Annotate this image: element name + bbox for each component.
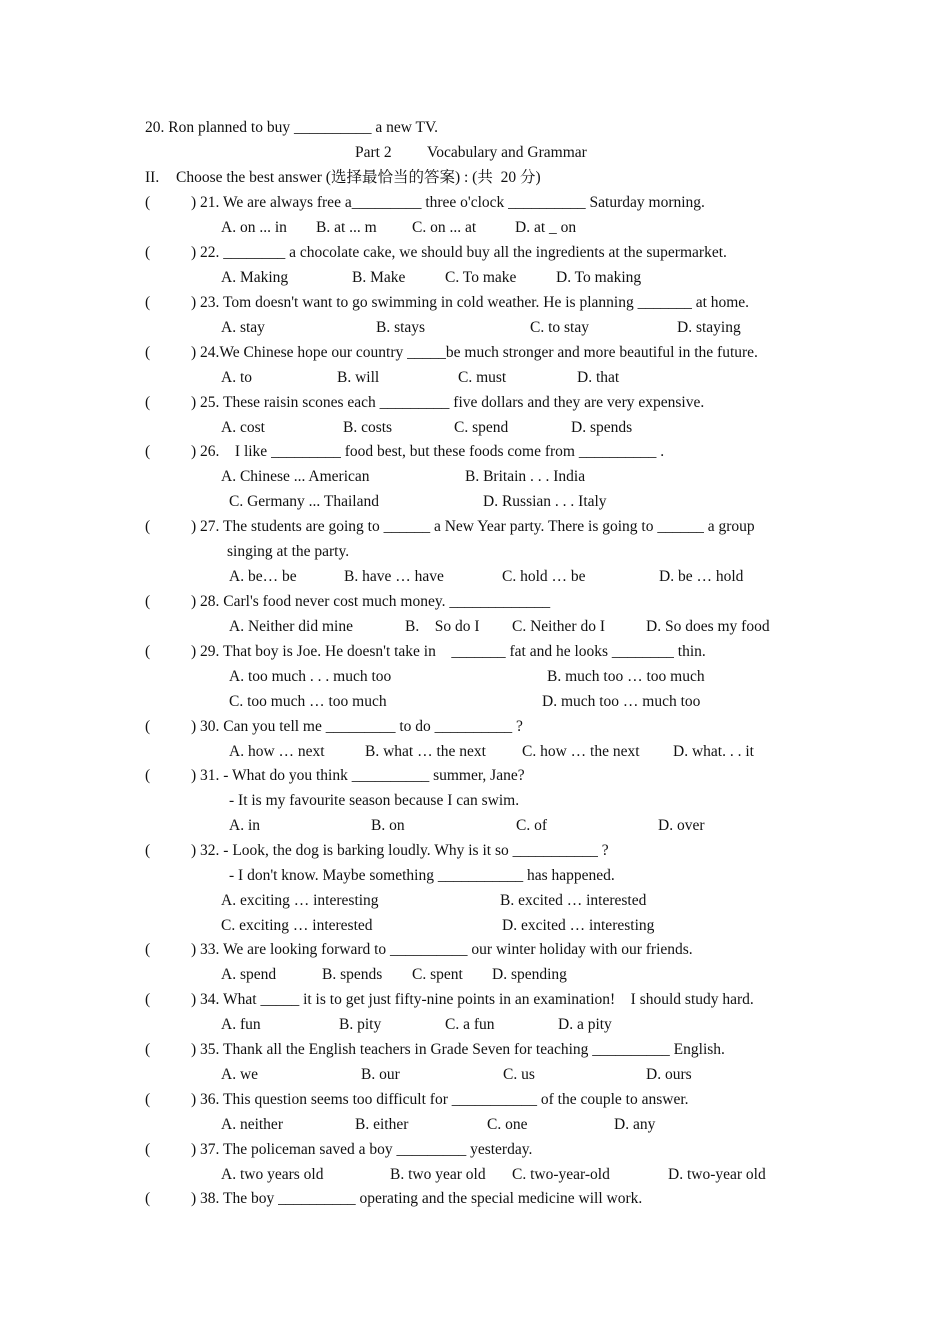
answer-paren: ( [145,767,151,784]
option-a: A. in [229,817,260,834]
option-d: D. ours [646,1066,692,1083]
answer-paren: ( [145,294,151,311]
answer-paren: ( [145,842,151,859]
answer-paren: ( [145,643,151,660]
option-b: B. at ... m [316,219,377,236]
answer-paren: ( [145,1190,151,1207]
answer-paren: ( [145,443,151,460]
option-b: B. spends [322,966,383,983]
option-c: C. how … the next [522,743,640,760]
option-d: D. what. . . it [673,743,754,760]
option-d: D. any [614,1116,656,1133]
option-c: C. on ... at [412,219,477,236]
answer-paren: ( [145,394,151,411]
question-stem-continued: - I don't know. Maybe something ___________ has happened. [229,867,615,884]
option-d: D. two-year old [668,1166,766,1183]
option-a: A. stay [221,319,265,336]
answer-paren: ( [145,1041,151,1058]
option-a: A. be… be [229,568,297,585]
option-c: C. to stay [530,319,589,336]
question-stem: ) 38. The boy __________ operating and the special medicine will work. [191,1190,643,1207]
option-a: A. exciting … interesting [221,892,379,909]
option-a: A. Neither did mine [229,618,353,635]
option-d: D. staying [677,319,741,336]
option-a: A. spend [221,966,277,983]
option-a: A. cost [221,419,265,436]
option-d: D. So does my food [646,618,770,635]
question-stem: ) 35. Thank all the English teachers in Grade Seven for teaching __________ English. [191,1041,725,1058]
option-c: C. us [503,1066,535,1083]
question-20: 20. Ron planned to buy __________ a new TV. [145,119,439,136]
option-c: C. a fun [445,1016,495,1033]
option-b: B. will [337,369,380,386]
answer-paren: ( [145,593,151,610]
answer-paren: ( [145,194,151,211]
option-b: B. costs [343,419,393,436]
option-d: D. that [577,369,620,386]
option-c: C. To make [445,269,517,286]
option-b: B. on [371,817,405,834]
option-a: A. we [221,1066,259,1083]
option-c: C. Neither do I [512,618,605,635]
option-d: D. be … hold [659,568,744,585]
question-stem: ) 29. That boy is Joe. He doesn't take in _______ fat and he looks ________ thin. [191,643,706,660]
question-stem: ) 22. ________ a chocolate cake, we should buy all the ingredients at the supermarket. [191,244,727,261]
option-d: D. over [658,817,705,834]
option-c: C. spent [412,966,463,983]
question-stem-continued: singing at the party. [227,543,350,560]
answer-paren: ( [145,1141,151,1158]
option-b: B. So do I [405,618,480,635]
question-stem: ) 36. This question seems too difficult for ___________ of the couple to answer. [191,1091,689,1108]
option-a: A. Making [221,269,289,286]
option-c: C. exciting … interested [221,917,373,934]
option-b: B. our [361,1066,400,1083]
question-stem: ) 24.We Chinese hope our country _____be much stronger and more beautiful in the future. [191,344,758,361]
option-b: B. what … the next [365,743,486,760]
question-stem: ) 26. I like _________ food best, but these foods come from __________ . [191,443,665,460]
option-a: A. Chinese ... American [221,468,370,485]
question-stem: ) 28. Carl's food never cost much money. _____________ [191,593,551,610]
question-stem: ) 33. We are looking forward to __________ our winter holiday with our friends. [191,941,693,958]
question-stem: ) 31. - What do you think __________ summer, Jane? [191,767,525,784]
question-stem-continued: - It is my favourite season because I can swim. [229,792,520,809]
option-b: B. excited … interested [500,892,647,909]
option-b: B. Britain . . . India [465,468,586,485]
option-a: A. on ... in [221,219,287,236]
answer-paren: ( [145,244,151,261]
answer-paren: ( [145,1091,151,1108]
option-a: A. to [221,369,252,386]
option-b: B. have … have [344,568,444,585]
option-b: B. two year old [390,1166,486,1183]
answer-paren: ( [145,718,151,735]
part-title: Vocabulary and Grammar [427,144,587,161]
option-b: B. stays [376,319,426,336]
part-label: Part 2 [355,144,392,161]
option-c: C. spend [454,419,509,436]
question-stem: ) 34. What _____ it is to get just fifty-nine points in an examination! I should study hard. [191,991,754,1008]
option-d: D. a pity [558,1016,612,1033]
option-d: D. spends [571,419,633,436]
answer-paren: ( [145,941,151,958]
option-a: A. fun [221,1016,261,1033]
option-c: C. too much … too much [229,693,387,710]
option-d: D. To making [556,269,642,286]
option-d: D. spending [492,966,567,983]
answer-paren: ( [145,518,151,535]
option-a: A. two years old [221,1166,324,1183]
question-stem: ) 30. Can you tell me _________ to do __________ ? [191,718,523,735]
answer-paren: ( [145,344,151,361]
section-number: II. [145,169,160,186]
section-title: Choose the best answer (选择最恰当的答案) : (共 20 分) [176,169,541,186]
option-b: B. Make [352,269,406,286]
question-stem: ) 25. These raisin scones each _________ five dollars and they are very expensive. [191,394,705,411]
option-a: A. neither [221,1116,283,1133]
answer-paren: ( [145,991,151,1008]
option-d: D. excited … interesting [502,917,655,934]
option-b: B. either [355,1116,409,1133]
option-c: C. hold … be [502,568,586,585]
question-stem: ) 32. - Look, the dog is barking loudly. Why is it so ___________ ? [191,842,609,859]
option-a: A. too much . . . much too [229,668,392,685]
option-d: D. much too … much too [542,693,701,710]
option-d: D. Russian . . . Italy [483,493,607,510]
question-stem: ) 23. Tom doesn't want to go swimming in cold weather. He is planning _______ at home. [191,294,750,311]
option-c: C. must [458,369,507,386]
option-c: C. one [487,1116,528,1133]
question-stem: ) 37. The policeman saved a boy _________ yesterday. [191,1141,533,1158]
option-c: C. of [516,817,547,834]
question-stem: ) 21. We are always free a_________ three o'clock __________ Saturday morning. [191,194,705,211]
option-b: B. pity [339,1016,382,1033]
option-d: D. at _ on [515,219,577,236]
question-stem: ) 27. The students are going to ______ a New Year party. There is going to ______ a group [191,518,755,535]
option-b: B. much too … too much [547,668,705,685]
option-c: C. Germany ... Thailand [229,493,379,510]
option-a: A. how … next [229,743,325,760]
option-c: C. two-year-old [512,1166,610,1183]
